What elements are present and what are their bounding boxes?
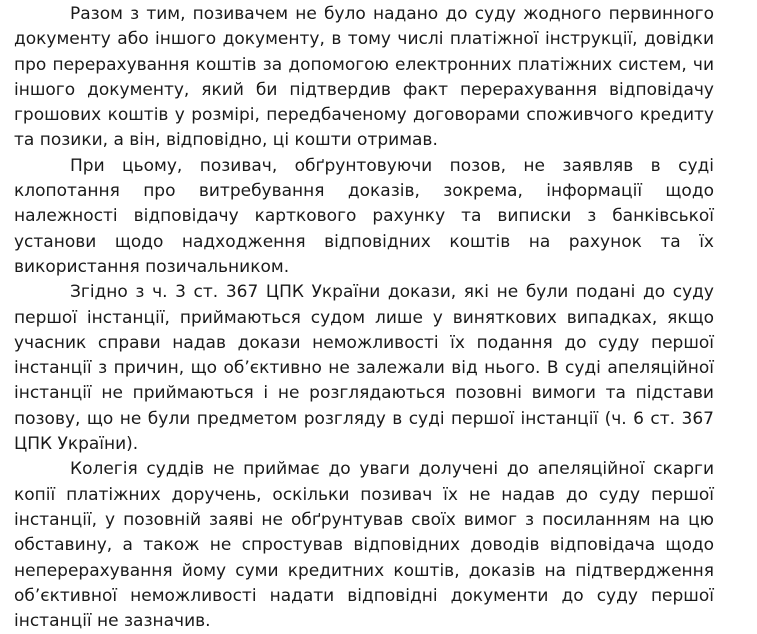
paragraph-panel-decision: Колегія суддів не приймає до уваги долучені до апеляційної скарги копії платіжних доручень, оскільки позивач їх не надав до суду першої інстанції, у позовній заяві не обґрунтував своїх вимог з посиланням на цю обставину, а також не спростував відповідних доводів відповідача щодо неперерахування йому суми кредитних коштів, доказів на підтвердження об’єктивної неможливості надати відповідні документи до суду першої інстанції не зазначив. — [14, 459, 714, 632]
paragraph-missing-documents: Разом з тим, позивачем не було надано до суду жодного первинного документу або іншого документу, в тому числі платіжної інструкції, довідки про перерахування коштів за допомогою електронних платіжних систем, чи іншого документу, який би підтвердив факт перерахування відповідачу грошових коштів у розмірі, передбаченому договорами споживчого кредиту та позики, а він, відповідно, ці кошти отримав. — [14, 4, 714, 151]
document-body — [14, 2, 714, 634]
paragraph-no-evidence-request: При цьому, позивач, обґрунтовуючи позов, не заявляв в суді клопотання про витребування доказів, зокрема, інформації щодо належності відповідачу карткового рахунку та виписки з банківської установи щодо надходження відповідних коштів на рахунок та їх використання позичальником. — [14, 155, 714, 277]
paragraph-cpc-article-367: Згідно з ч. 3 ст. 367 ЦПК України докази, які не були подані до суду першої інстанції, приймаються судом лише у виняткових випадках, якщо учасник справи надав докази неможливості їх подання до суду першої інстанції з причин, що об’єктивно не залежали від нього. В суді апеляційної інстанції не приймаються і не розглядаються позовні вимоги та підстави позову, що не були предметом розгляду в суді першої інстанції (ч. 6 ст. 367 ЦПК України). — [14, 282, 714, 455]
